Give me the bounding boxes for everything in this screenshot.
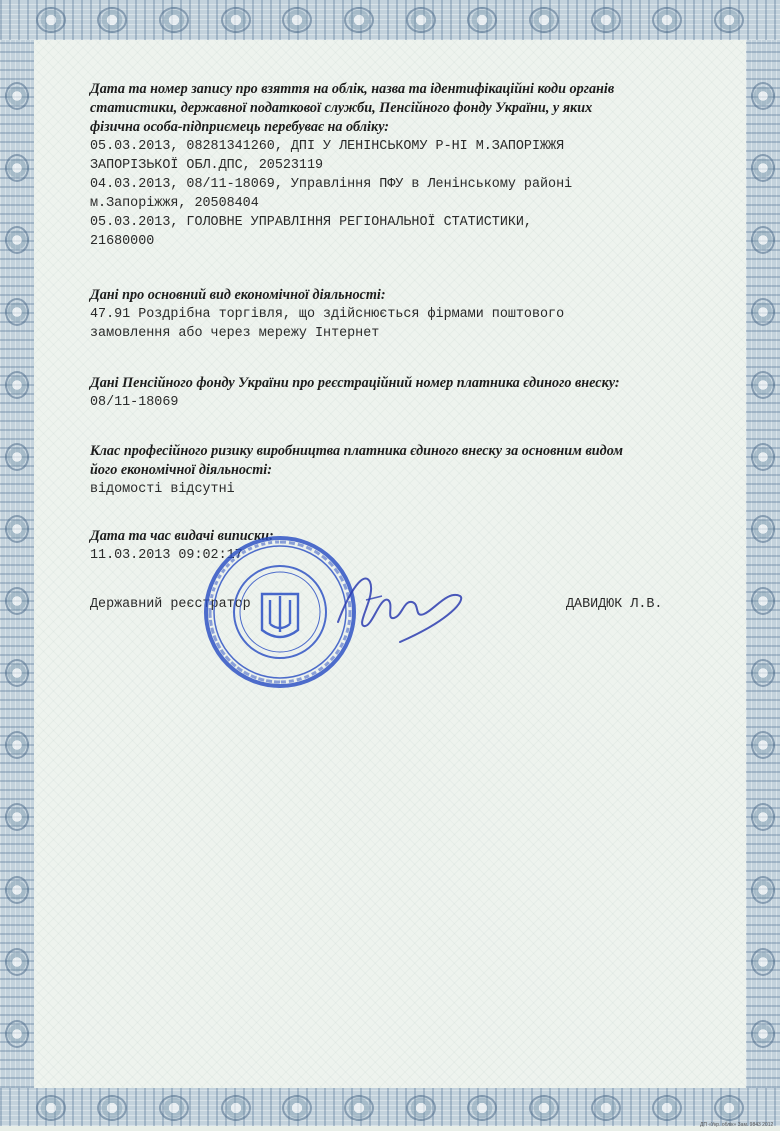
registrar-name: ДАВИДЮК Л.В. [566, 597, 663, 612]
border-medallions-right [746, 60, 780, 1070]
registration-value-line: 21680000 [90, 234, 155, 249]
activity-label: Дані про основний вид економічної діяльності: [90, 287, 386, 303]
registration-value-line: 05.03.2013, ГОЛОВНЕ УПРАВЛІННЯ РЕГІОНАЛЬНОЇ СТАТИСТИКИ, [90, 215, 532, 230]
pension-label: Дані Пенсійного фонду України про реєстраційний номер платника єдиного внеску: [90, 375, 620, 391]
risk-label-line: його економічної діяльності: [90, 462, 272, 478]
handwritten-signature [330, 560, 470, 650]
border-medallions-bottom [20, 1088, 760, 1128]
registration-value-line: 04.03.2013, 08/11-18069, Управління ПФУ в Ленінському районі [90, 177, 573, 192]
registration-label-line: статистики, державної податкової служби, Пенсійного фонду України, у яких [90, 100, 593, 116]
risk-label-line: Клас професійного ризику виробництва платника єдиного внеску за основним видом [90, 443, 623, 459]
pension-value: 08/11-18069 [90, 395, 179, 410]
registration-value-line: ЗАПОРІЗЬКОЇ ОБЛ.ДПС, 20523119 [90, 158, 324, 173]
registration-value-line: м.Запоріжжя, 20508404 [90, 196, 259, 211]
activity-value-line: 47.91 Роздрібна торгівля, що здійснюється фірмами поштового [90, 307, 565, 322]
registrar-role: Державний реєстратор [90, 597, 251, 612]
pension-section [90, 374, 710, 412]
registration-value-line: 05.03.2013, 08281341260, ДПІ У ЛЕНІНСЬКОМУ Р-НІ М.ЗАПОРІЖЖЯ [90, 139, 565, 154]
trident-emblem-icon [262, 594, 298, 637]
printer-mark: ДП «Укр. облік» Зам. 9843 2012 [700, 1122, 774, 1128]
border-medallions-top [20, 0, 760, 40]
border-medallions-left [0, 60, 34, 1070]
activity-section [90, 286, 710, 343]
registration-section [90, 80, 710, 251]
registration-label-line: Дата та номер запису про взяття на облік, назва та ідентифікаційні коди органів [90, 81, 615, 97]
issue-label: Дата та час видачі виписки: [90, 528, 274, 544]
issue-datetime: 11.03.2013 09:02:17 [90, 548, 243, 563]
registration-label-line: фізична особа-підприємець перебуває на обліку: [90, 119, 390, 135]
risk-value: відомості відсутні [90, 482, 235, 497]
risk-section [90, 442, 710, 499]
activity-value-line: замовлення або через мережу Інтернет [90, 326, 380, 341]
